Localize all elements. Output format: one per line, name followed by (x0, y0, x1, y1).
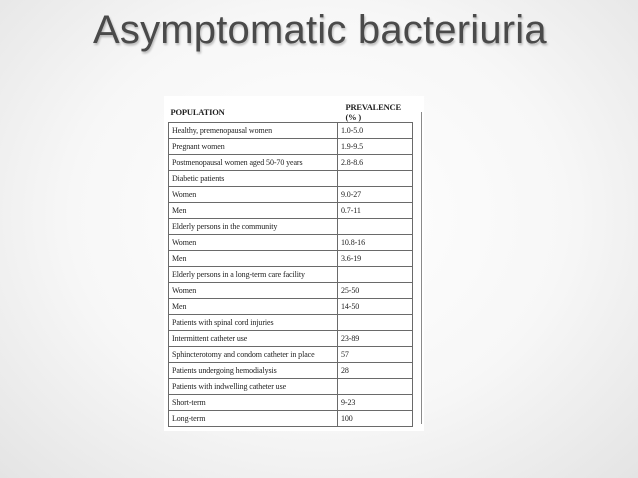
prevalence-column-header: PREVALENCE (% ) (345, 102, 401, 122)
prevalence-cell: 1.0-5.0 (338, 123, 413, 139)
prevalence-cell: 10.8-16 (338, 235, 413, 251)
population-cell: Pregnant women (169, 139, 338, 155)
population-column-header: POPULATION (170, 107, 225, 117)
population-cell: Diabetic patients (169, 171, 338, 187)
population-cell: Patients undergoing hemodialysis (169, 363, 338, 379)
prevalence-cell: 14-50 (338, 299, 413, 315)
population-cell: Men (169, 299, 338, 315)
prevalence-cell (338, 267, 413, 283)
table-row (169, 315, 413, 331)
population-cell: Women (169, 187, 338, 203)
table-row (169, 123, 413, 139)
table-row (169, 219, 413, 235)
table-row (169, 251, 413, 267)
population-cell: Women (169, 235, 338, 251)
population-cell: Healthy, premenopausal women (169, 123, 338, 139)
prevalence-table-panel (164, 96, 424, 431)
table-row (169, 203, 413, 219)
table-row (169, 139, 413, 155)
prevalence-cell (338, 379, 413, 395)
table-row (169, 235, 413, 251)
prevalence-cell: 100 (338, 411, 413, 427)
population-cell: Patients with indwelling catheter use (169, 379, 338, 395)
population-cell: Patients with spinal cord injuries (169, 315, 338, 331)
table-row (169, 171, 413, 187)
population-cell: Elderly persons in a long-term care facility (169, 267, 338, 283)
table-row (169, 379, 413, 395)
prevalence-cell: 9-23 (338, 395, 413, 411)
population-cell: Sphincterotomy and condom catheter in place (169, 347, 338, 363)
population-cell: Intermittent catheter use (169, 331, 338, 347)
population-cell: Elderly persons in the community (169, 219, 338, 235)
table-row (169, 347, 413, 363)
table-row (169, 411, 413, 427)
prevalence-cell: 28 (338, 363, 413, 379)
table-row (169, 155, 413, 171)
table-row (169, 299, 413, 315)
population-cell: Short-term (169, 395, 338, 411)
table-header-row (169, 102, 413, 123)
table-row (169, 187, 413, 203)
table-row (169, 331, 413, 347)
prevalence-cell: 0.7-11 (338, 203, 413, 219)
table-row (169, 395, 413, 411)
prevalence-cell: 2.8-8.6 (338, 155, 413, 171)
slide-title: Asymptomatic bacteriuria (93, 8, 547, 52)
population-cell: Men (169, 251, 338, 267)
prevalence-cell: 25-50 (338, 283, 413, 299)
table-row (169, 363, 413, 379)
prevalence-cell: 1.9-9.5 (338, 139, 413, 155)
prevalence-cell: 23-89 (338, 331, 413, 347)
prevalence-cell: 9.0-27 (338, 187, 413, 203)
prevalence-cell (338, 219, 413, 235)
population-cell: Women (169, 283, 338, 299)
table-right-border (421, 112, 422, 424)
table-row (169, 283, 413, 299)
population-cell: Men (169, 203, 338, 219)
prevalence-cell: 57 (338, 347, 413, 363)
prevalence-table (168, 102, 413, 427)
table-body (169, 123, 413, 427)
prevalence-cell (338, 171, 413, 187)
table-row (169, 267, 413, 283)
prevalence-cell (338, 315, 413, 331)
population-cell: Long-term (169, 411, 338, 427)
population-cell: Postmenopausal women aged 50-70 years (169, 155, 338, 171)
prevalence-cell: 3.6-19 (338, 251, 413, 267)
